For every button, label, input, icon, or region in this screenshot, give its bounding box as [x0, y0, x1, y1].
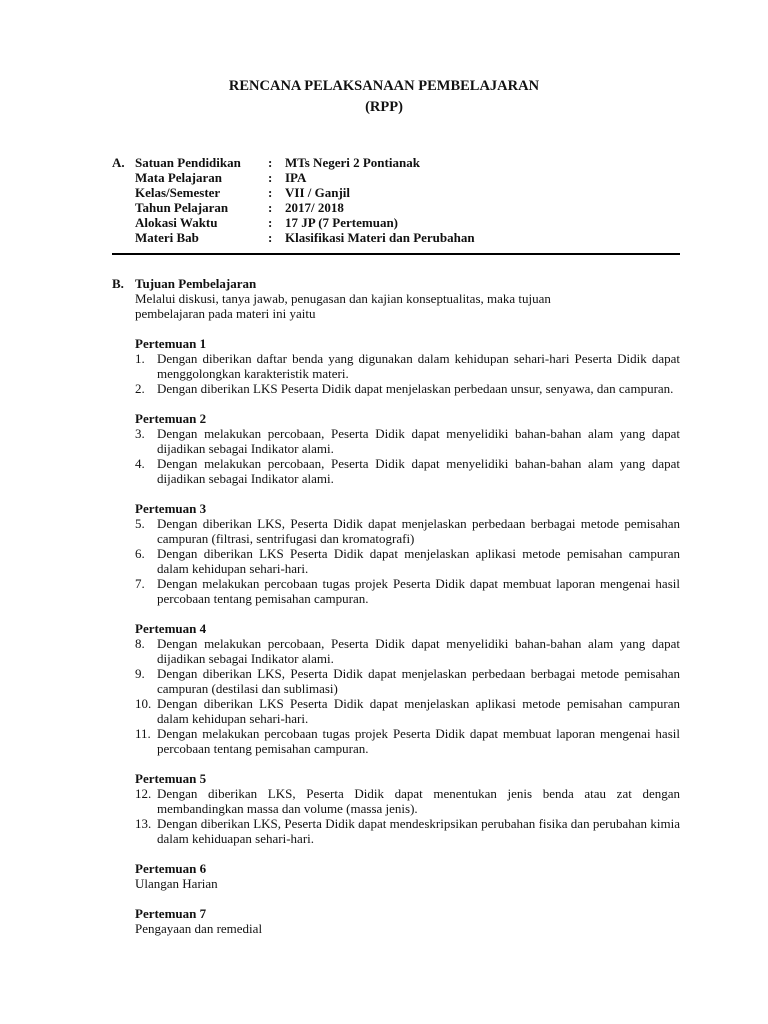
list-item — [135, 456, 680, 486]
item-text: Dengan diberikan LKS, Peserta Didik dapat menjelaskan perbedaan berbagai metode pemisahan campuran (destilasi dan sublimasi) — [157, 666, 680, 696]
list-item — [135, 351, 680, 381]
info-value: 17 JP (7 Pertemuan) — [285, 215, 399, 230]
item-number: 3. — [135, 426, 145, 441]
item-text: Dengan diberikan LKS, Peserta Didik dapat mendeskripsikan perubahan fisika dan perubahan kimia dalam kehiduapan sehari-hari. — [157, 816, 680, 846]
info-label: Tahun Pelajaran — [135, 200, 229, 215]
list-item — [135, 576, 680, 606]
item-number: 5. — [135, 516, 145, 531]
info-colon: : — [268, 200, 273, 215]
meeting-title: Pertemuan 4 — [135, 621, 207, 636]
list-item — [135, 816, 680, 846]
list-item — [135, 726, 680, 756]
item-number: 6. — [135, 546, 145, 561]
info-row-kelas — [112, 185, 680, 200]
item-number: 11. — [135, 726, 151, 741]
section-b-letter: B. — [112, 276, 124, 291]
item-number: 13. — [135, 816, 152, 831]
list-item — [135, 786, 680, 816]
info-row-satuan — [112, 155, 680, 170]
meeting-title: Pertemuan 6 — [135, 861, 207, 876]
list-item — [135, 696, 680, 726]
intro-line: Melalui diskusi, tanya jawab, penugasan dan kajian konseptualitas, maka tujuan — [135, 291, 551, 306]
item-text: Dengan diberikan LKS, Peserta Didik dapat menjelaskan perbedaan berbagai metode pemisahan campuran (filtrasi, sentrifugasi dan kromatografi) — [157, 516, 680, 546]
info-colon: : — [268, 155, 273, 170]
info-value: IPA — [285, 170, 307, 185]
info-value: Klasifikasi Materi dan Perubahan — [285, 230, 475, 245]
section-b-content — [135, 276, 680, 936]
item-text: Dengan melakukan percobaan, Peserta Didik dapat menyelidiki bahan-bahan alam yang dapat dijadikan sebagai Indikator alami. — [157, 426, 680, 456]
info-value: 2017/ 2018 — [285, 200, 344, 215]
info-row-mapel — [112, 170, 680, 185]
list-item — [135, 426, 680, 456]
item-number: 8. — [135, 636, 145, 651]
info-colon: : — [268, 185, 273, 200]
document-subtitle: (RPP) — [365, 99, 403, 115]
item-text: Dengan diberikan LKS Peserta Didik dapat menjelaskan aplikasi metode pemisahan campuran dalam kehidupan sehari-hari. — [157, 546, 680, 576]
item-text: Dengan melakukan percobaan tugas projek Peserta Didik dapat membuat laporan mengenai hasil percobaan tentang pemisahan campuran. — [157, 576, 680, 606]
item-text: Dengan diberikan LKS, Peserta Didik dapat menentukan jenis benda atau zat dengan membandingkan massa dan volume (massa jenis). — [157, 786, 680, 816]
info-row-alokasi — [112, 215, 680, 230]
info-value: MTs Negeri 2 Pontianak — [285, 155, 420, 170]
meeting-title: Pertemuan 1 — [135, 336, 207, 351]
item-number: 2. — [135, 381, 145, 396]
meeting-title: Pertemuan 5 — [135, 771, 207, 786]
list-item — [135, 666, 680, 696]
info-label: Alokasi Waktu — [135, 215, 218, 230]
meeting-title: Pertemuan 3 — [135, 501, 207, 516]
section-divider — [112, 253, 680, 255]
item-number: 7. — [135, 576, 145, 591]
info-label: Kelas/Semester — [135, 185, 221, 200]
info-colon: : — [268, 215, 273, 230]
item-number: 12. — [135, 786, 152, 801]
info-colon: : — [268, 230, 273, 245]
intro-line: pembelajaran pada materi ini yaitu — [135, 306, 316, 321]
section-a-letter: A. — [112, 155, 125, 170]
info-label: Mata Pelajaran — [135, 170, 223, 185]
section-b — [112, 276, 680, 936]
item-number: 1. — [135, 351, 145, 366]
item-text: Dengan melakukan percobaan tugas projek Peserta Didik dapat membuat laporan mengenai hasil percobaan tentang pemisahan campuran. — [157, 726, 680, 756]
item-text: Dengan diberikan LKS Peserta Didik dapat menjelaskan perbedaan unsur, senyawa, dan campuran. — [157, 381, 674, 396]
list-item — [135, 636, 680, 666]
list-item — [135, 381, 680, 396]
meeting-text: Pengayaan dan remedial — [135, 921, 263, 936]
info-value: VII / Ganjil — [285, 185, 351, 200]
item-number: 10. — [135, 696, 152, 711]
item-number: 4. — [135, 456, 145, 471]
meeting-title: Pertemuan 2 — [135, 411, 207, 426]
info-row-materi — [112, 230, 680, 245]
list-item — [135, 546, 680, 576]
section-a — [112, 155, 680, 245]
item-text: Dengan diberikan LKS Peserta Didik dapat menjelaskan aplikasi metode pemisahan campuran dalam kehidupan sehari-hari. — [157, 696, 680, 726]
item-text: Dengan melakukan percobaan, Peserta Didik dapat menyelidiki bahan-bahan alam yang dapat dijadikan sebagai Indikator alami. — [157, 636, 680, 666]
document-title: RENCANA PELAKSANAAN PEMBELAJARAN — [228, 78, 540, 94]
item-text: Dengan melakukan percobaan, Peserta Didik dapat menyelidiki bahan-bahan alam yang dapat dijadikan sebagai Indikator alami. — [157, 456, 680, 486]
info-row-tahun — [112, 200, 680, 215]
item-number: 9. — [135, 666, 145, 681]
info-colon: : — [268, 170, 273, 185]
info-label: Materi Bab — [135, 230, 199, 245]
info-label: Satuan Pendidikan — [135, 155, 241, 170]
meeting-title: Pertemuan 7 — [135, 906, 207, 921]
list-item — [135, 516, 680, 546]
section-b-title: Tujuan Pembelajaran — [135, 276, 257, 291]
meeting-text: Ulangan Harian — [135, 876, 218, 891]
item-text: Dengan diberikan daftar benda yang digunakan dalam kehidupan sehari-hari Peserta Didik dapat menggolongkan karakteristik materi. — [157, 351, 680, 381]
